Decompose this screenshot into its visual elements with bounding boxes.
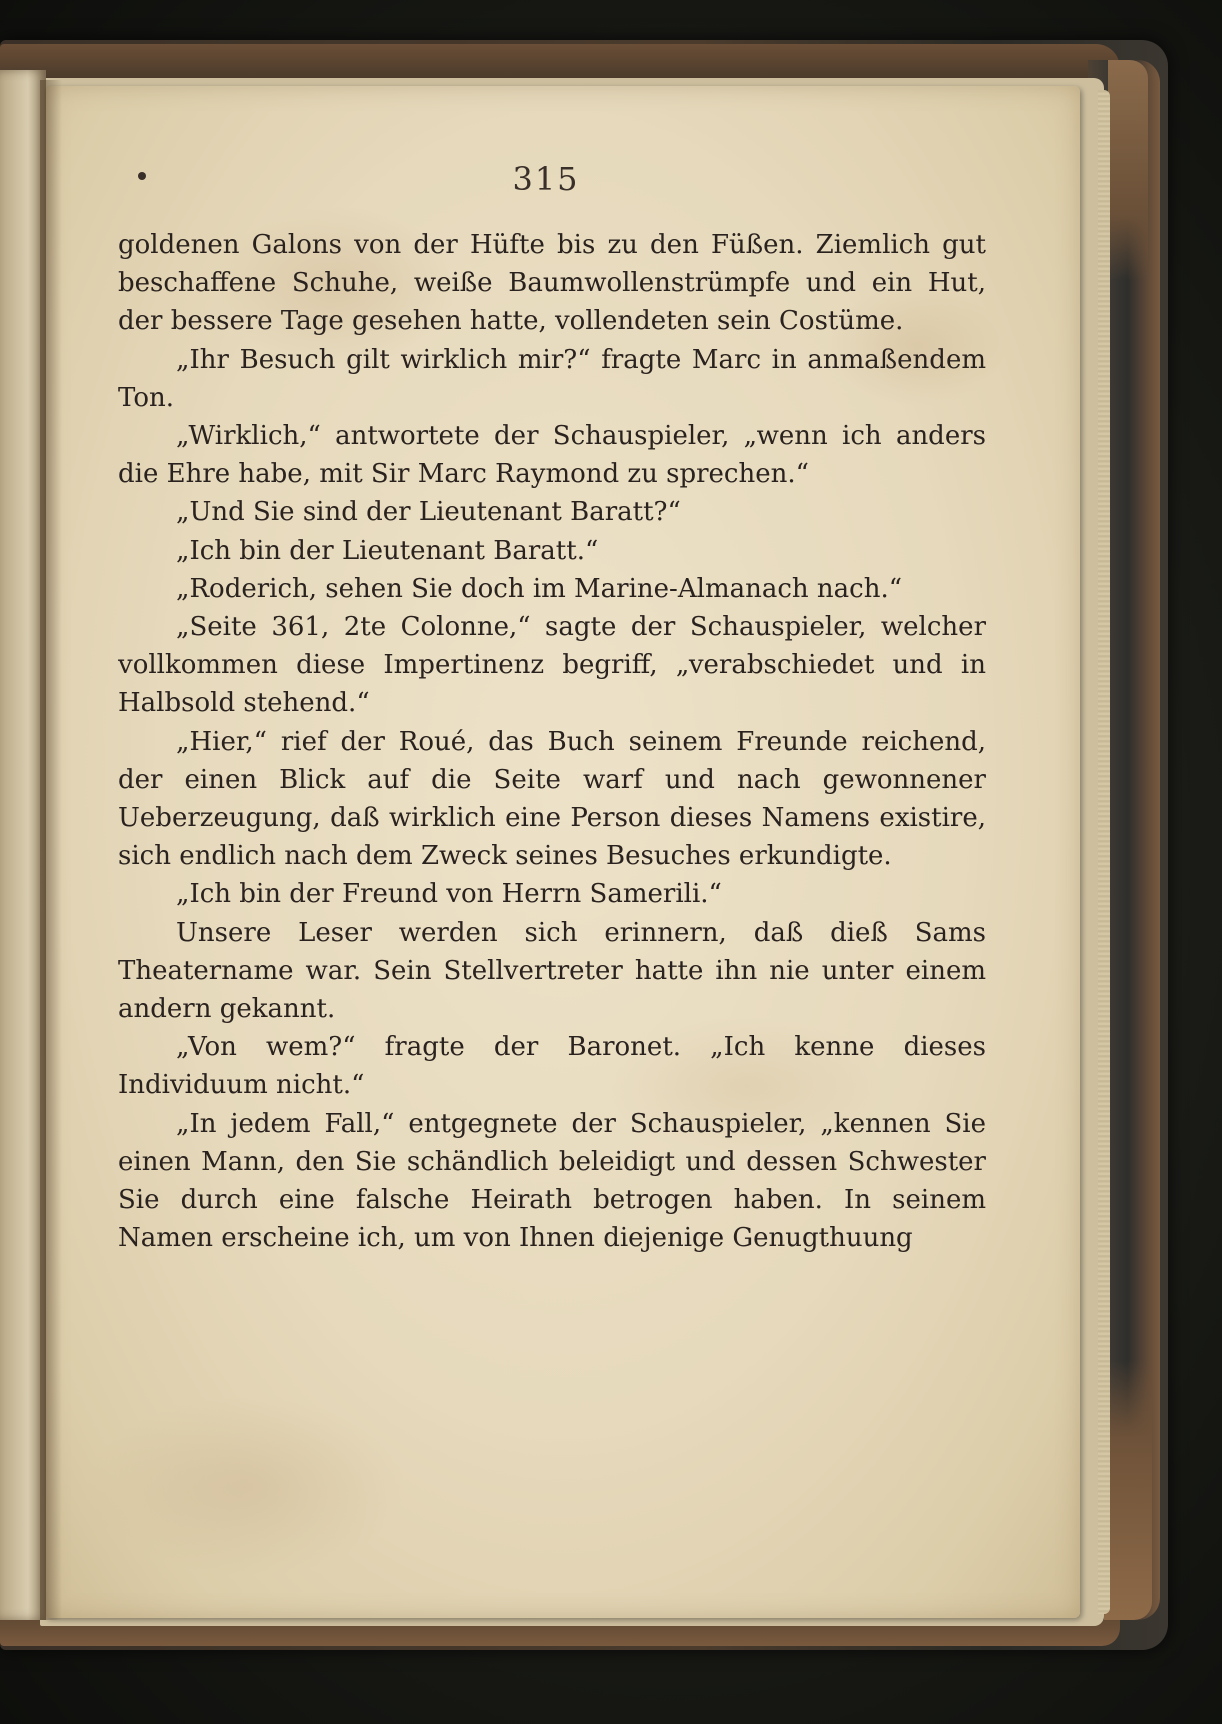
paragraph: „Wirklich,“ antwortete der Schauspieler, „wenn ich anders die Ehre habe, mit Sir Marc Raymond zu sprechen.“	[118, 421, 986, 490]
paragraph: Unsere Leser werden sich erinnern, daß dieß Sams Theatername war. Sein Stellvertreter hatte ihn nie unter einem andern gekannt.	[118, 917, 986, 1025]
paragraph: „In jedem Fall,“ entgegnete der Schauspieler, „kennen Sie einen Mann, den Sie schändlich beleidigt und dessen Schwester Sie durch eine falsche Heirath betrogen haben. In seinem Namen erscheine ich, um von Ihnen diejenige Genugthuung	[118, 1108, 986, 1254]
paragraph: „Ihr Besuch gilt wirklich mir?“ fragte Marc in anmaßendem Ton.	[118, 344, 986, 413]
paragraph: „Und Sie sind der Lieutenant Baratt?“	[176, 497, 681, 528]
paragraph: „Roderich, sehen Sie doch im Marine-Almanach nach.“	[176, 573, 903, 604]
paragraph: „Von wem?“ fragte der Baronet. „Ich kenne dieses Individuum nicht.“	[118, 1032, 986, 1101]
paragraph: „Ich bin der Lieutenant Baratt.“	[176, 535, 599, 566]
cover-top-edge	[0, 44, 1120, 80]
page-text	[118, 226, 986, 1586]
page-number: 315	[512, 160, 580, 198]
page-gutter-shadow	[40, 80, 62, 1620]
book-page	[46, 86, 1080, 1618]
paragraph: „Hier,“ rief der Roué, das Buch seinem Freunde reichend, der einen Blick auf die Seite warf und nach gewonnener Ueberzeugung, daß wirklich eine Person dieses Namens existire, sich endlich nach dem Zweck seines Besuches erkundigte.	[118, 726, 986, 872]
paragraph: goldenen Galons von der Hüfte bis zu den Füßen. Ziemlich gut beschaffene Schuhe, weiße Baumwollenstrümpfe und ein Hut, der bessere Tage gesehen hatte, vollendeten sein Costüme.	[118, 230, 986, 337]
paragraph: „Seite 361, 2te Colonne,“ sagte der Schauspieler, welcher vollkommen diese Impertinenz begriff, „verabschiedet und in Halbsold stehend.“	[118, 612, 986, 719]
paragraph: „Ich bin der Freund von Herrn Samerili.“	[176, 879, 722, 910]
